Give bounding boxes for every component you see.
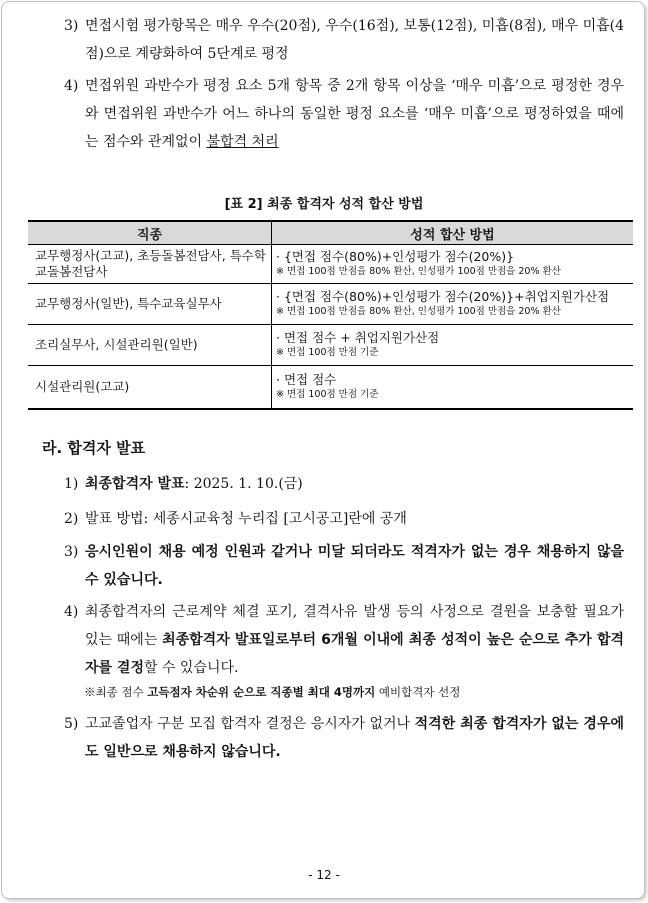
table-caption-text: [표 2] 최종 합격자 성적 합산 방법	[224, 197, 424, 212]
item-text-b: 할 수 있습니다.	[143, 660, 239, 676]
item-text-a: 최종합격자의 근로계약 체결 포기, 결격사유 발생 등의 사정으로 결원을 보충할 필요가 있는 때에는	[85, 604, 624, 648]
method-cell	[272, 366, 634, 409]
announce-item-1	[64, 470, 624, 498]
job-cell: 교무행정사(일반), 특수교육실무사	[28, 284, 272, 325]
score-table	[28, 220, 633, 410]
item-number: 3)	[64, 18, 79, 34]
header-job: 직종	[28, 221, 272, 245]
method-note: ※ 면접 100점 만점 기준	[276, 388, 379, 400]
announce-item-2	[64, 505, 624, 533]
method-cell	[272, 245, 634, 284]
item-text-bold: 적격한 최종 합격자가 없는 경우에도 일반으로 채용하지 않습니다.	[85, 716, 624, 760]
item-number: 1)	[64, 476, 79, 492]
method-text: · {면접 점수(80%)+인성평가 점수(20%)}+취업지원가산점	[276, 289, 610, 304]
table-caption	[2, 193, 645, 212]
method-cell	[272, 325, 634, 366]
announce-item-3	[64, 538, 624, 594]
method-cell	[272, 284, 634, 325]
table-row	[28, 325, 633, 366]
fail-underline: 불합격 처리	[206, 134, 279, 150]
method-note: ※ 면접 100점 만점을 80% 환산, 인성평가 100점 만점을 20% 환산	[276, 306, 561, 317]
table-row	[28, 245, 633, 284]
item-text-main: 고교졸업자 구분 모집 합격자 결정은 응시자가 없거나	[85, 716, 415, 732]
item-text-bold: 최종합격자 발표일로부터 6개월 이내에 최종 성적이 높은 순으로 추가 합격자를 결정	[85, 632, 624, 676]
item-text: 응시인원이 채용 예정 인원과 같거나 미달 되더라도 적격자가 없는 경우 채용하지 않을 수 있습니다.	[85, 544, 624, 588]
section-heading: 라. 합격자 발표	[42, 439, 146, 457]
table-row	[28, 284, 633, 325]
item-text	[85, 710, 624, 766]
item-text-main: 면접위원 과반수가 평정 요소 5개 항목 중 2개 항목 이상을 ‘매우 미흡’으로 평정한 경우와 면접위원 과반수가 어느 하나의 동일한 평정 요소를 ‘매우 미흡’으로 평정하였을 때에는 점수와 관계없이	[85, 78, 624, 150]
header-method: 성적 합산 방법	[272, 221, 634, 245]
announce-item-4	[64, 598, 624, 682]
page-number: - 12 -	[308, 868, 340, 882]
document-page	[1, 1, 645, 899]
item-text: 발표 방법: 세종시교육청 누리집 [고시공고]란에 공개	[85, 511, 407, 527]
reserve-note	[84, 683, 460, 701]
item-number: 5)	[64, 716, 79, 732]
criteria-item-3	[64, 12, 624, 68]
item-number: 4)	[64, 604, 79, 620]
method-text: · {면접 점수(80%)+인성평가 점수(20%)}	[276, 249, 515, 264]
item-text: 면접시험 평가항목은 매우 우수(20점), 우수(16점), 보통(12점), 미흡(8점), 매우 미흡(4점)으로 계량화하여 5단계로 평정	[85, 18, 624, 62]
announce-date: : 2025. 1. 10.(금)	[184, 476, 303, 492]
note-text-b: 예비합격자 선정	[375, 685, 461, 699]
item-number: 3)	[64, 544, 79, 560]
job-cell: 교무행정사(고교), 초등돌봄전담사, 특수학교돌봄전담사	[28, 245, 272, 284]
note-text-a: ※최종 점수	[84, 685, 148, 699]
item-text	[85, 598, 624, 682]
announce-item-5	[64, 710, 624, 766]
job-cell: 조리실무사, 시설관리원(일반)	[28, 325, 272, 366]
job-cell: 시설관리원(고교)	[28, 366, 272, 409]
criteria-item-4	[64, 72, 624, 156]
method-note: ※ 면접 100점 만점 기준	[276, 347, 379, 358]
item-text	[85, 470, 624, 498]
item-number: 2)	[64, 511, 79, 527]
method-note: ※ 면접 100점 만점을 80% 환산, 인성평가 100점 만점을 20% 환산	[276, 266, 561, 277]
item-number: 4)	[64, 78, 79, 94]
note-bold: 고득점자 차순위 순으로 직종별 최대 4명까지	[147, 685, 376, 699]
method-text: · 면접 점수	[276, 371, 337, 387]
table-header-row	[28, 221, 633, 245]
table-row	[28, 366, 633, 409]
announce-date-label: 최종합격자 발표	[85, 476, 185, 492]
method-text: · 면접 점수 + 취업지원가산점	[276, 330, 440, 345]
item-text	[85, 72, 624, 156]
